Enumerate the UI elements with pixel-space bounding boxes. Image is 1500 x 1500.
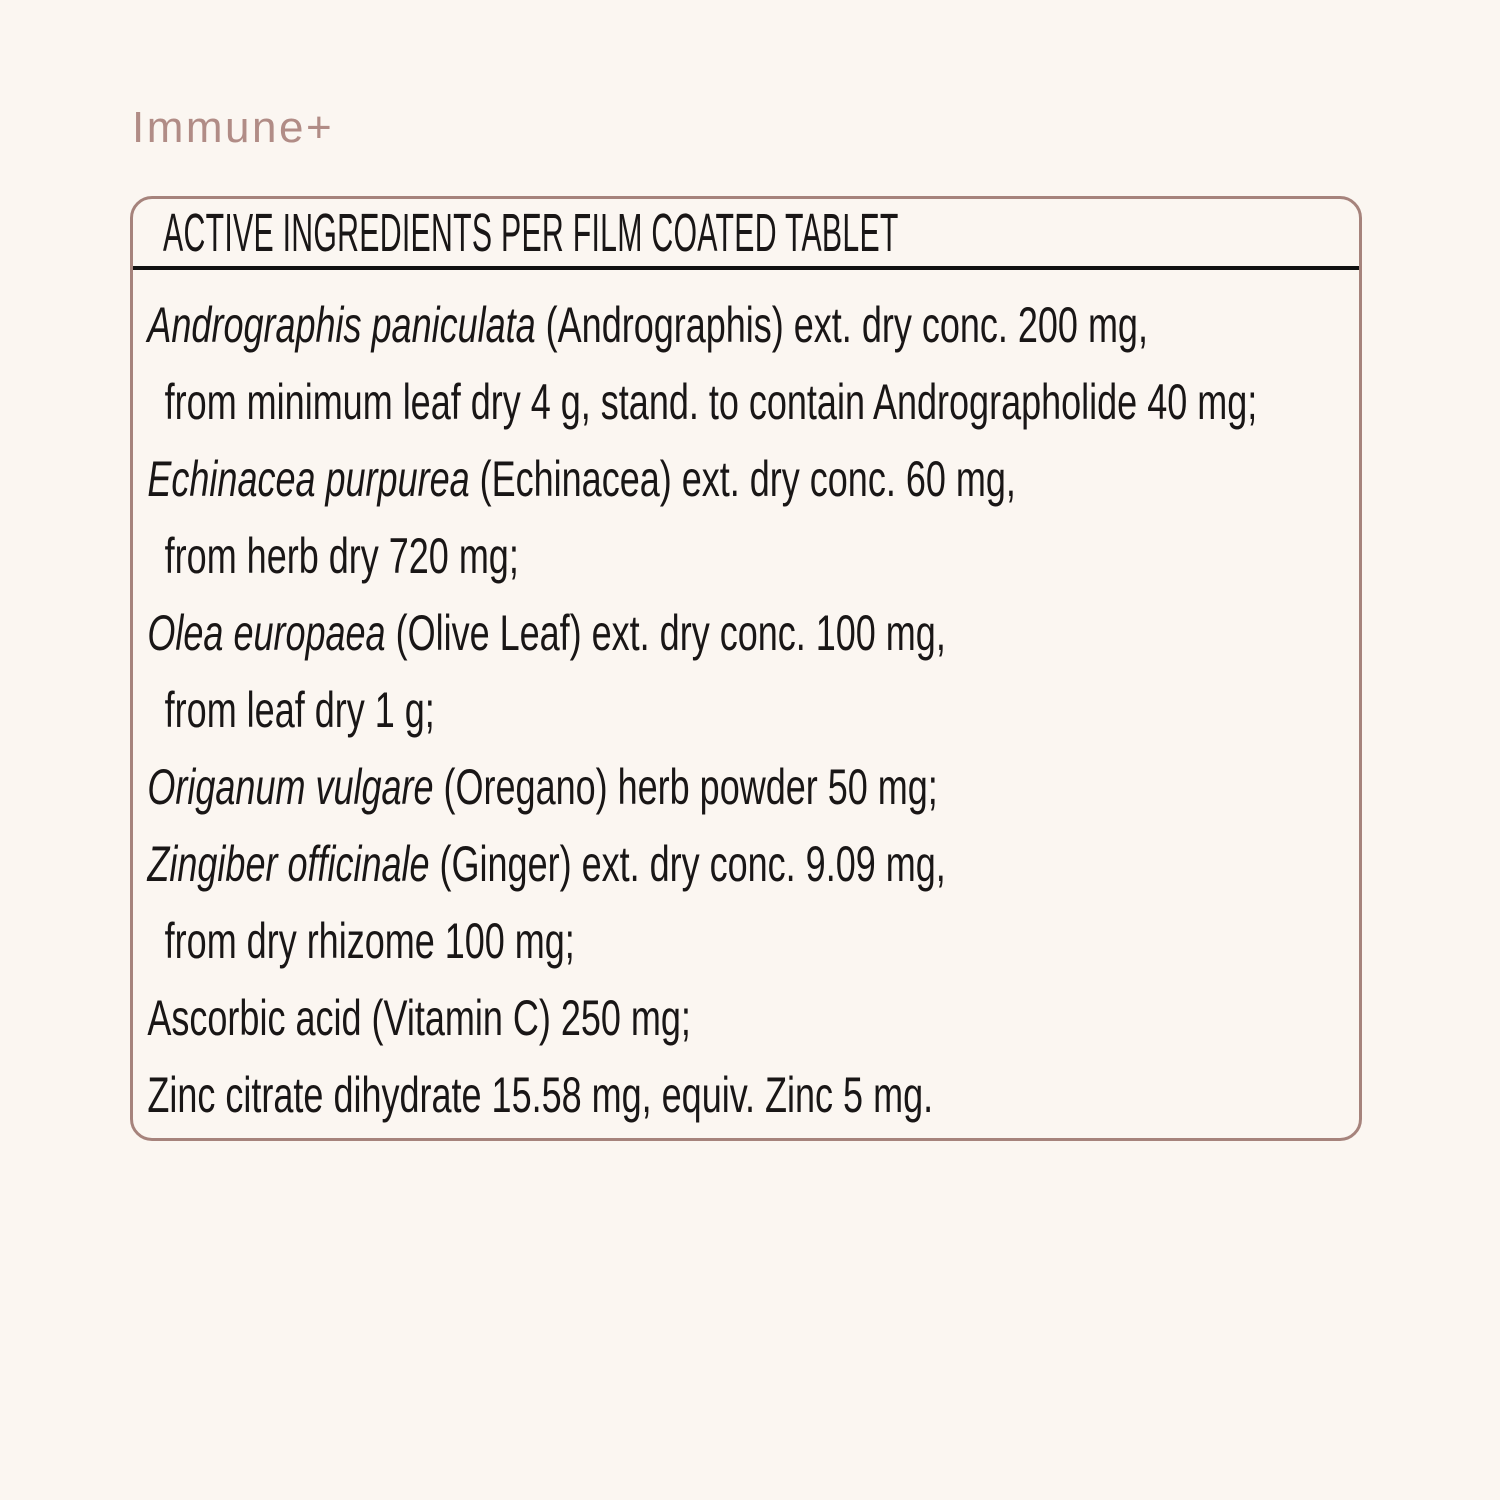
ingredient-text: Zinc citrate dihydrate 15.58 mg, equiv. Zinc 5 mg. [147,1067,934,1123]
ingredient-line [147,518,1359,595]
panel-header [133,199,1359,270]
ingredient-latin-name: Andrographis paniculata [147,297,536,353]
ingredient-line [147,980,1359,1057]
product-title: Immune+ [132,103,335,152]
ingredient-latin-name: Origanum vulgare [147,759,434,815]
ingredient-line [147,903,1359,980]
ingredient-line [147,672,1359,749]
ingredient-text: from herb dry 720 mg; [164,528,519,584]
ingredient-line [147,826,1359,903]
ingredient-text: Ascorbic acid (Vitamin C) 250 mg; [147,990,691,1046]
active-ingredients-panel [130,196,1362,1141]
ingredient-line [147,1057,1359,1134]
panel-header-title: ACTIVE INGREDIENTS PER FILM COATED TABLET [163,202,899,263]
ingredient-line [147,441,1359,518]
ingredient-line [147,364,1359,441]
ingredient-line [147,749,1359,826]
ingredient-line [147,595,1359,672]
ingredient-line [147,287,1359,364]
ingredient-text: from leaf dry 1 g; [164,682,435,738]
ingredient-latin-name: Echinacea purpurea [147,451,470,507]
ingredient-text: (Ginger) ext. dry conc. 9.09 mg, [429,836,946,892]
ingredient-text: (Echinacea) ext. dry conc. 60 mg, [469,451,1016,507]
ingredient-text: (Olive Leaf) ext. dry conc. 100 mg, [385,605,946,661]
ingredient-latin-name: Zingiber officinale [147,836,430,892]
ingredient-text: (Andrographis) ext. dry conc. 200 mg, [535,297,1148,353]
ingredient-text: from minimum leaf dry 4 g, stand. to contain Andrographolide 40 mg; [164,374,1258,430]
ingredient-text: (Oregano) herb powder 50 mg; [433,759,938,815]
ingredient-latin-name: Olea europaea [147,605,386,661]
ingredient-text: from dry rhizome 100 mg; [164,913,575,969]
ingredients-list [133,270,1359,1134]
